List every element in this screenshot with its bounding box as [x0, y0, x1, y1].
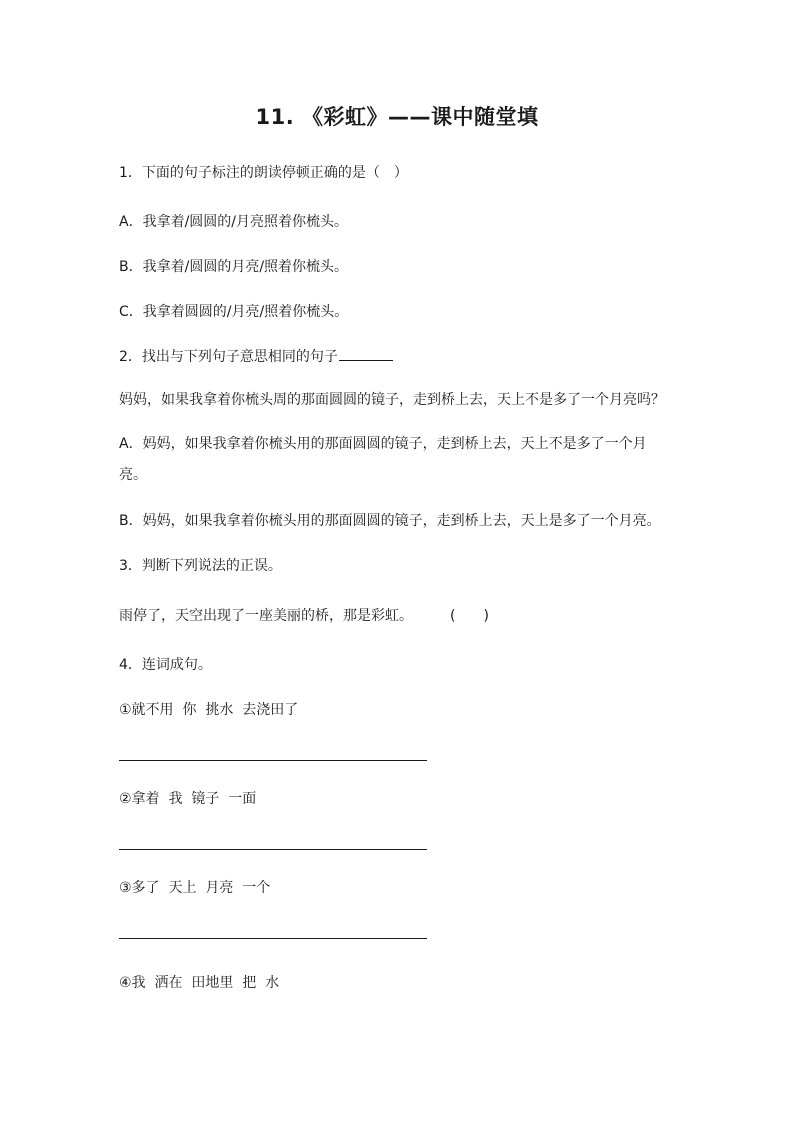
question-2-option-a-line-1: A．妈妈，如果我拿着你梳头用的那面圆圆的镜子，走到桥上去，天上不是多了一个月 [119, 436, 647, 452]
answer-line-1[interactable] [119, 760, 427, 761]
question-2-sentence: 妈妈，如果我拿着你梳头周的那面圆圆的镜子，走到桥上去，天上不是多了一个月亮吗？ [119, 392, 665, 408]
question-2-stem: 2．找出与下列句子意思相同的句子 [119, 349, 338, 365]
question-2-option-b: B．妈妈，如果我拿着你梳头用的那面圆圆的镜子，走到桥上去，天上是多了一个月亮。 [119, 513, 661, 529]
question-3-stem: 3．判断下列说法的正误。 [119, 558, 282, 574]
word-order-item-1: ①就不用 你 挑水 去浇田了 [119, 702, 299, 718]
question-3-statement: 雨停了，天空出现了一座美丽的桥，那是彩虹。 [119, 608, 413, 624]
answer-line-3[interactable] [119, 938, 427, 939]
word-order-item-2: ②拿着 我 镜子 一面 [119, 791, 257, 807]
page-title: 11. 《彩虹》——课中随堂填 [255, 105, 539, 129]
answer-line-2[interactable] [119, 849, 427, 850]
question-2-stem-row [119, 346, 393, 367]
judgement-blank[interactable]: ( ) [450, 608, 489, 624]
question-2-option-a-line-2: 亮。 [119, 467, 147, 483]
answer-blank[interactable] [339, 346, 393, 361]
question-1-option-a: A．我拿着/圆圆的/月亮照着你梳头。 [119, 214, 349, 230]
question-1-option-c: C．我拿着圆圆的/月亮/照着你梳头。 [119, 304, 349, 320]
word-order-item-4: ④我 洒在 田地里 把 水 [119, 975, 280, 991]
question-1-option-b: B．我拿着/圆圆的月亮/照着你梳头。 [119, 259, 349, 275]
word-order-item-3: ③多了 天上 月亮 一个 [119, 880, 271, 896]
question-4-stem: 4．连词成句。 [119, 657, 212, 673]
question-1-stem: 1．下面的句子标注的朗读停顿正确的是（ ） [119, 165, 408, 181]
